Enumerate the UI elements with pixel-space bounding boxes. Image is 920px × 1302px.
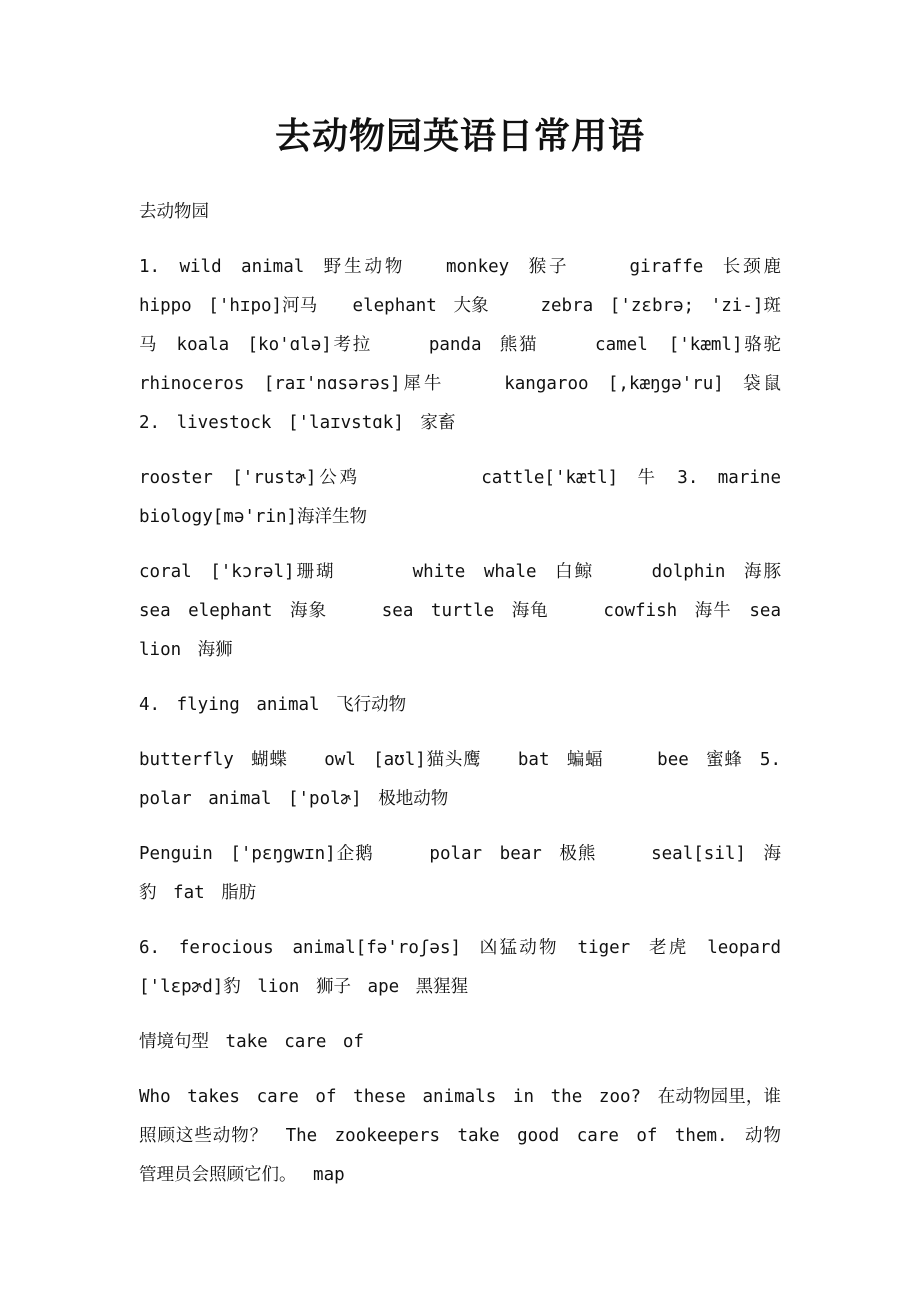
paragraph-flying-heading: 4. flying animal 飞行动物 <box>139 695 407 715</box>
paragraph-marine: coral ['kɔrəl]珊瑚 white whale 白鲸 dolphin 海豚 sea elephant 海象 sea turtle 海龟 cowfish 海牛 sea lion 海狮 <box>139 562 781 660</box>
document-body <box>139 193 781 1211</box>
section-heading: 去动物园 <box>139 202 209 222</box>
paragraph-sentence-pattern: 情境句型 take care of <box>139 1032 364 1052</box>
paragraph-wild-animals: 1. wild animal 野生动物 monkey 猴子 giraffe 长颈鹿 hippo ['hɪpo]河马 elephant 大象 zebra ['zɛbrə; 'zi-]斑马 koala [ko'ɑlə]考拉 panda 熊猫 camel ['kæml]骆驼 rhinoceros [raɪ'nɑsərəs]犀牛 kangaroo [,kæŋgə'ru] 袋鼠 2. livestock ['laɪvstɑk] 家畜 <box>139 257 781 433</box>
paragraph-polar: Penguin ['pɛŋgwɪn]企鹅 polar bear 极熊 seal[sil] 海豹 fat 脂肪 <box>139 844 781 903</box>
paragraph-dialogue: Who takes care of these animals in the zoo? 在动物园里，谁照顾这些动物？ The zookeepers take good care of them. 动物管理员会照顾它们。 map <box>139 1087 781 1185</box>
paragraph-flying: butterfly 蝴蝶 owl [aʊl]猫头鹰 bat 蝙蝠 bee 蜜蜂 5. polar animal ['polɚ] 极地动物 <box>139 750 781 809</box>
paragraph-ferocious: 6. ferocious animal[fə'roʃəs] 凶猛动物 tiger 老虎 leopard ['lɛpɚd]豹 lion 狮子 ape 黑猩猩 <box>139 938 781 997</box>
paragraph-livestock: rooster ['rustɚ]公鸡 cattle['kætl] 牛 3. marine biology[mə'rin]海洋生物 <box>139 468 781 527</box>
document-title: 去动物园英语日常用语 <box>274 115 645 157</box>
